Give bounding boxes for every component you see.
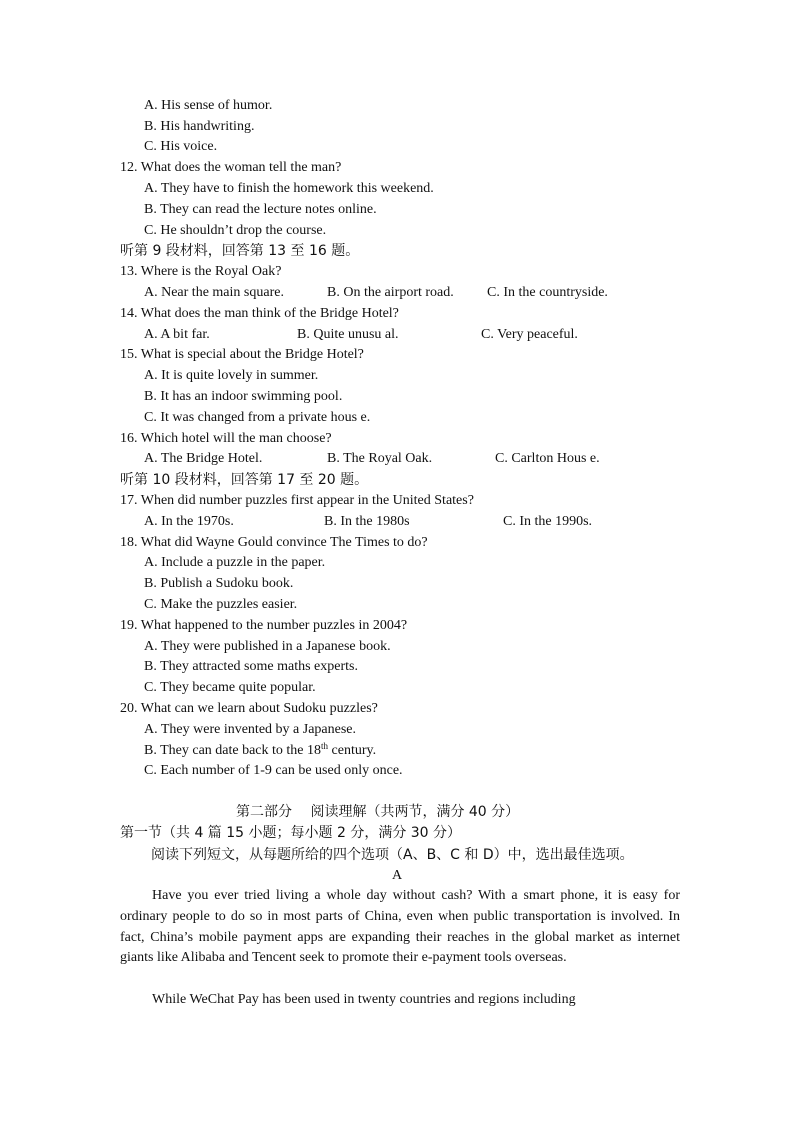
- q17-option-b: B. In the 1980s: [324, 514, 410, 529]
- q16-option-a: A. The Bridge Hotel.: [144, 451, 263, 466]
- q16-stem: 16. Which hotel will the man choose?: [120, 431, 332, 446]
- q17-stem: 17. When did number puzzles first appear in the United States?: [120, 493, 474, 508]
- q20-stem: 20. What can we learn about Sudoku puzzles?: [120, 701, 378, 716]
- q20-option-b-tail: century.: [328, 743, 377, 758]
- passage-paragraph-2: [120, 990, 680, 1011]
- q11-option-a: A. His sense of humor.: [144, 98, 273, 113]
- q15-option-b: B. It has an indoor swimming pool.: [144, 389, 343, 404]
- q13-stem: 13. Where is the Royal Oak?: [120, 264, 282, 279]
- part-two-heading: 第二部分 阅读理解（共两节，满分 40 分）: [236, 804, 520, 820]
- q18-option-b: B. Publish a Sudoku book.: [144, 576, 294, 591]
- reading-instruction: 阅读下列短文，从每题所给的四个选项（A、B、C 和 D）中，选出最佳选项。: [151, 847, 634, 863]
- q17-option-a: A. In the 1970s.: [144, 514, 234, 529]
- q19-option-a: A. They were published in a Japanese book.: [144, 639, 391, 654]
- section-10-instruction: 听第 10 段材料，回答第 17 至 20 题。: [120, 472, 369, 488]
- passage-paragraph-1-text: Have you ever tried living a whole day without cash? With a smart phone, it is easy for ordinary people to do so in most parts of China, even when public transportation is involved. In fact, China’s mobile payment apps are expanding their reaches in the global market as internet giants like Alibaba and Tencent seek to promote their e-payment tools overseas.: [120, 888, 680, 966]
- q19-stem: 19. What happened to the number puzzles in 2004?: [120, 618, 408, 633]
- q14-option-c: C. Very peaceful.: [481, 327, 578, 342]
- q19-option-b: B. They attracted some maths experts.: [144, 659, 358, 674]
- q14-option-b: B. Quite unusu al.: [297, 327, 399, 342]
- section-one-heading: 第一节（共 4 篇 15 小题；每小题 2 分，满分 30 分）: [120, 825, 462, 841]
- q18-option-c: C. Make the puzzles easier.: [144, 597, 298, 612]
- q15-option-a: A. It is quite lovely in summer.: [144, 368, 319, 383]
- q20-option-c: C. Each number of 1-9 can be used only once.: [144, 763, 403, 778]
- q14-option-a: A. A bit far.: [144, 327, 210, 342]
- q11-option-b: B. His handwriting.: [144, 119, 255, 134]
- q20-option-b: [144, 741, 376, 761]
- q12-option-c: C. He shouldn’t drop the course.: [144, 223, 327, 238]
- q16-option-b: B. The Royal Oak.: [327, 451, 433, 466]
- q17-option-c: C. In the 1990s.: [503, 514, 593, 529]
- q13-option-a: A. Near the main square.: [144, 285, 284, 300]
- q13-option-b: B. On the airport road.: [327, 285, 454, 300]
- q19-option-c: C. They became quite popular.: [144, 680, 316, 695]
- passage-label: A: [391, 868, 403, 883]
- q15-option-c: C. It was changed from a private hous e.: [144, 410, 371, 425]
- passage-paragraph-1: [120, 886, 680, 969]
- q18-option-a: A. Include a puzzle in the paper.: [144, 555, 326, 570]
- q15-stem: 15. What is special about the Bridge Hotel?: [120, 347, 364, 362]
- q20-option-a: A. They were invented by a Japanese.: [144, 722, 356, 737]
- q16-option-c: C. Carlton Hous e.: [495, 451, 600, 466]
- q20-option-b-superscript: th: [321, 741, 329, 751]
- q20-option-b-text: B. They can date back to the 18: [144, 743, 322, 758]
- q11-option-c: C. His voice.: [144, 139, 218, 154]
- section-9-instruction: 听第 9 段材料，回答第 13 至 16 题。: [120, 243, 360, 259]
- q12-option-b: B. They can read the lecture notes online.: [144, 202, 377, 217]
- q14-stem: 14. What does the man think of the Bridge Hotel?: [120, 306, 399, 321]
- q18-stem: 18. What did Wayne Gould convince The Times to do?: [120, 535, 428, 550]
- q13-option-c: C. In the countryside.: [487, 285, 608, 300]
- q12-option-a: A. They have to finish the homework this weekend.: [144, 181, 434, 196]
- q12-stem: 12. What does the woman tell the man?: [120, 160, 342, 175]
- passage-paragraph-2-text: While WeChat Pay has been used in twenty countries and regions including: [152, 992, 576, 1007]
